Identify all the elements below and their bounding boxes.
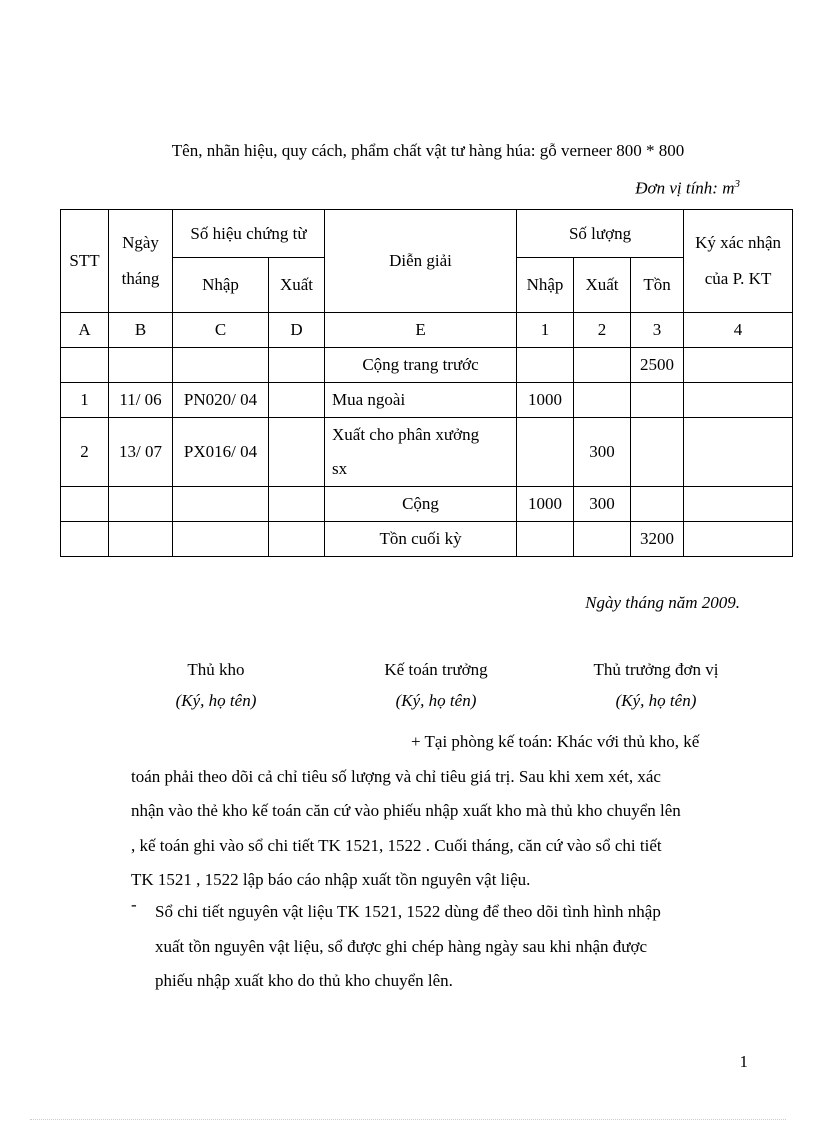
code-cell: B	[109, 313, 173, 348]
code-cell: D	[269, 313, 325, 348]
cell-xuat	[269, 418, 325, 487]
material-ledger-table	[60, 209, 793, 557]
bullet-mark: -	[131, 895, 137, 914]
cell-xuat	[269, 348, 325, 383]
code-cell: E	[325, 313, 517, 348]
table-row	[61, 383, 793, 418]
cell-sl-xuat	[574, 383, 631, 418]
cell-stt	[61, 487, 109, 522]
dien-giai-line-1: Xuất cho phân xưởng	[332, 425, 480, 444]
code-cell: 4	[684, 313, 793, 348]
cell-stt: 1	[61, 383, 109, 418]
table-row	[61, 348, 793, 383]
header-sl-xuat: Xuất	[574, 258, 631, 313]
cell-sl-ton	[631, 418, 684, 487]
code-cell: 3	[631, 313, 684, 348]
table-row	[61, 522, 793, 557]
unit-label	[635, 178, 740, 199]
cell-xuat	[269, 522, 325, 557]
cell-sl-ton	[631, 487, 684, 522]
code-cell: A	[61, 313, 109, 348]
cell-xuat	[269, 383, 325, 418]
cell-xuat	[269, 487, 325, 522]
header-sl-nhap: Nhập	[517, 258, 574, 313]
signature-role: Thủ kho	[187, 660, 245, 679]
cell-dien-giai: Cộng	[325, 487, 517, 522]
cell-dien-giai: Mua ngoài	[325, 383, 517, 418]
cell-ky	[684, 348, 793, 383]
bullet-line: phiếu nhập xuất kho do thủ kho chuyển lên.	[155, 971, 453, 990]
cell-ngay	[109, 487, 173, 522]
cell-sl-xuat: 300	[574, 487, 631, 522]
paragraph-line: nhận vào thẻ kho kế toán căn cứ vào phiếu nhập xuất kho mà thủ kho chuyển lên	[131, 801, 681, 820]
cell-ngay: 11/ 06	[109, 383, 173, 418]
header-ngay-thang: Ngày tháng	[109, 210, 173, 313]
table-code-row	[61, 313, 793, 348]
paragraph-line: , kế toán ghi vào sổ chi tiết TK 1521, 1522 . Cuối tháng, căn cứ vào sổ chi tiết	[131, 835, 662, 855]
cell-ky	[684, 522, 793, 557]
footer-divider	[30, 1119, 786, 1120]
bullet-paragraph	[155, 895, 745, 999]
cell-ky	[684, 418, 793, 487]
cell-nhap: PN020/ 04	[173, 383, 269, 418]
cell-sl-xuat: 300	[574, 418, 631, 487]
paragraph-line: toán phải theo dõi cả chỉ tiêu số lượng và chỉ tiêu giá trị. Sau khi xem xét, xác	[131, 766, 661, 786]
signature-note: (Ký, họ tên)	[175, 691, 257, 710]
unit-superscript: 3	[734, 178, 740, 190]
signature-unit-head	[556, 660, 756, 711]
unit-text: Đơn vị tính: m	[635, 178, 735, 198]
cell-stt: 2	[61, 418, 109, 487]
cell-dien-giai	[325, 418, 517, 487]
bullet-line: Sổ chi tiết nguyên vật liệu TK 1521, 1522 dùng để theo dõi tình hình nhập	[155, 902, 661, 921]
cell-sl-nhap	[517, 348, 574, 383]
code-cell: 2	[574, 313, 631, 348]
date-line: Ngày tháng năm 2009.	[585, 593, 740, 612]
cell-sl-ton: 2500	[631, 348, 684, 383]
signature-storekeeper	[116, 660, 316, 711]
signature-role: Kế toán trưởng	[384, 660, 488, 679]
code-cell: 1	[517, 313, 574, 348]
cell-ngay: 13/ 07	[109, 418, 173, 487]
cell-sl-xuat	[574, 522, 631, 557]
cell-sl-nhap: 1000	[517, 487, 574, 522]
table-row	[61, 487, 793, 522]
cell-sl-ton: 3200	[631, 522, 684, 557]
cell-ngay	[109, 522, 173, 557]
header-chung-tu-nhap: Nhập	[173, 258, 269, 313]
paragraph-line: + Tại phòng kế toán: Khác với thủ kho, kế	[411, 732, 700, 751]
cell-stt	[61, 522, 109, 557]
table-header-row-1	[61, 210, 793, 258]
cell-sl-nhap	[517, 522, 574, 557]
cell-nhap	[173, 348, 269, 383]
cell-sl-xuat	[574, 348, 631, 383]
signature-chief-accountant	[336, 660, 536, 711]
signature-note: (Ký, họ tên)	[615, 691, 697, 710]
bullet-line: xuất tồn nguyên vật liệu, sổ được ghi chép hàng ngày sau khi nhận được	[155, 936, 647, 956]
cell-sl-nhap	[517, 418, 574, 487]
cell-nhap: PX016/ 04	[173, 418, 269, 487]
paragraph-line: TK 1521 , 1522 lập báo cáo nhập xuất tồn nguyên vật liệu.	[131, 870, 531, 889]
cell-ngay	[109, 348, 173, 383]
header-dien-giai: Diễn giải	[325, 210, 517, 313]
cell-sl-ton	[631, 383, 684, 418]
page-number: 1	[739, 1052, 748, 1071]
signature-note: (Ký, họ tên)	[395, 691, 477, 710]
header-so-hieu-chung-tu: Số hiệu chứng từ	[173, 210, 325, 258]
signature-role: Thủ trưởng đơn vị	[593, 660, 719, 679]
header-stt: STT	[61, 210, 109, 313]
cell-nhap	[173, 487, 269, 522]
cell-stt	[61, 348, 109, 383]
cell-sl-nhap: 1000	[517, 383, 574, 418]
dien-giai-line-2: sx	[332, 459, 348, 478]
header-chung-tu-xuat: Xuất	[269, 258, 325, 313]
header-sl-ton: Tồn	[631, 258, 684, 313]
code-cell: C	[173, 313, 269, 348]
cell-dien-giai: Tồn cuối kỳ	[325, 522, 517, 557]
table-row	[61, 418, 793, 487]
cell-ky	[684, 487, 793, 522]
document-title: Tên, nhãn hiệu, quy cách, phẩm chất vật tư hàng húa: gỗ verneer 800 * 800	[171, 141, 685, 160]
accounting-paragraph	[131, 725, 743, 898]
cell-nhap	[173, 522, 269, 557]
cell-ky	[684, 383, 793, 418]
header-ky-xac-nhan: Ký xác nhận của P. KT	[684, 210, 793, 313]
cell-dien-giai: Cộng trang trước	[325, 348, 517, 383]
header-so-luong: Số lượng	[517, 210, 684, 258]
